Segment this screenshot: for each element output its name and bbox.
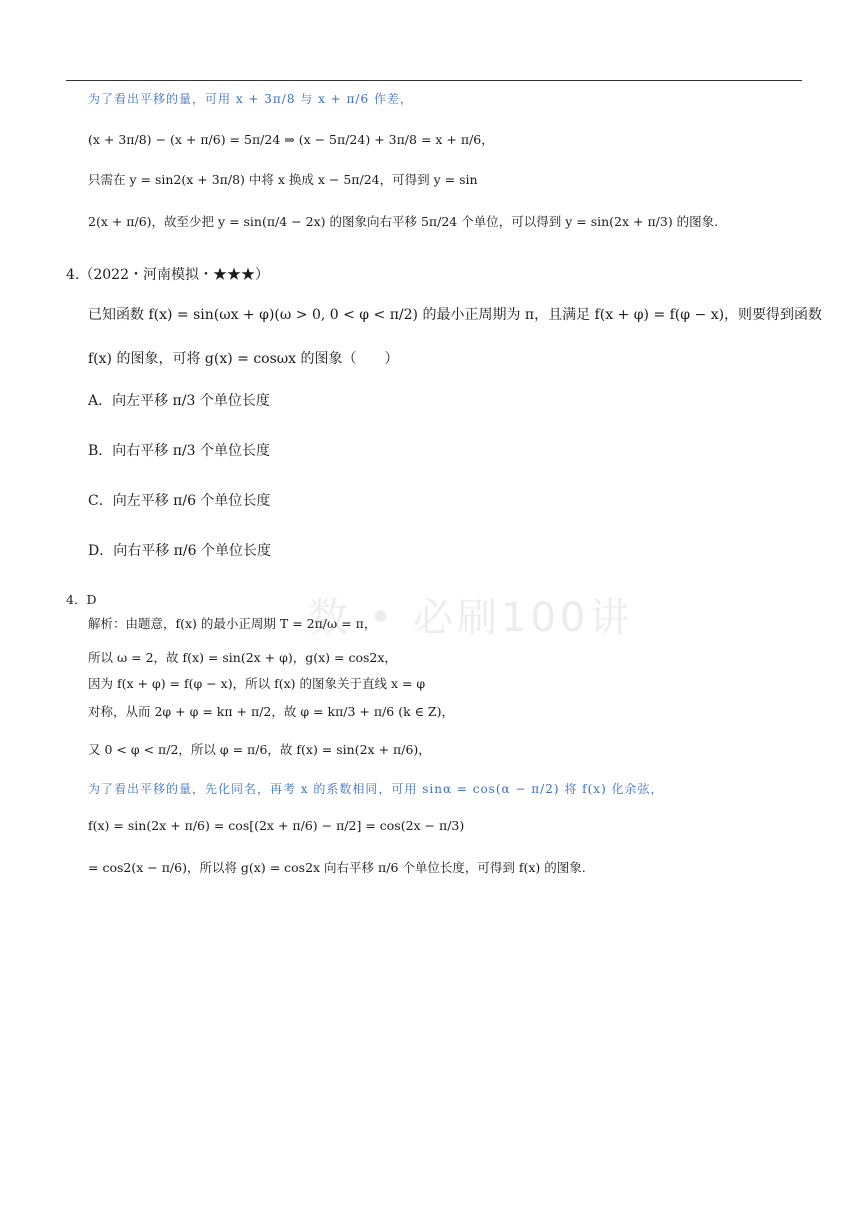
prev-note-line: 为了看出平移的量，可用 x + 3π/8 与 x + π/6 作差， [88, 92, 413, 106]
answer-note: 为了看出平移的量，先化同名，再考 x 的系数相同，可用 sinα = cos(α − π/2) 将 f(x) 化余弦， [88, 782, 664, 796]
watermark: 数 • 必刷100讲 [308, 595, 634, 641]
prev-solution-line-4: 2(x + π/6)，故至少把 y = sin(π/4 − 2x) 的图象向右平移 5π/24 个单位，可以得到 y = sin(2x + π/3) 的图象. [88, 214, 719, 229]
option-a[interactable]: A．向左平移 π/3 个单位长度 [88, 393, 270, 409]
header-rule [66, 80, 802, 81]
option-b[interactable]: B．向右平移 π/3 个单位长度 [88, 443, 271, 459]
answer-line-2: 所以 ω = 2，故 f(x) = sin(2x + φ)，g(x) = cos2x， [88, 650, 397, 665]
prev-solution-line-3: 只需在 y = sin2(x + 3π/8) 中将 x 换成 x − 5π/24，可得到 y = sin [88, 172, 478, 187]
answer-line-3: 因为 f(x + φ) = f(φ − x)，所以 f(x) 的图象关于直线 x = φ [88, 676, 426, 691]
option-d[interactable]: D．向右平移 π/6 个单位长度 [88, 543, 271, 559]
answer-line-5: 又 0 < φ < π/2，所以 φ = π/6，故 f(x) = sin(2x + π/6)， [88, 742, 431, 757]
prev-solution-line-2: (x + 3π/8) − (x + π/6) = 5π/24 ⇒ (x − 5π/24) + 3π/8 = x + π/6， [88, 132, 494, 147]
answer-line-1: 解析：由题意，f(x) 的最小正周期 T = 2π/ω = π， [88, 616, 377, 631]
question-stem-line-1: 已知函数 f(x) = sin(ωx + φ)(ω > 0, 0 < φ < π/2) 的最小正周期为 π，且满足 f(x + φ) = f(φ − x)，则要得到函数 [88, 307, 823, 323]
question-stem-line-2: f(x) 的图象，可将 g(x) = cosωx 的图象（ ） [88, 351, 399, 367]
question-header: 4.（2022・河南模拟・★★★） [66, 267, 269, 283]
answer-line-7: = cos2(x − π/6)，所以将 g(x) = cos2x 向右平移 π/6 个单位长度，可得到 f(x) 的图象. [88, 860, 586, 875]
answer-header: 4．D [66, 592, 97, 607]
answer-line-4: 对称，从而 2φ + φ = kπ + π/2，故 φ = kπ/3 + π/6 (k ∈ Z)， [88, 704, 454, 719]
answer-line-6: f(x) = sin(2x + π/6) = cos[(2x + π/6) − π/2] = cos(2x − π/3) [88, 818, 465, 833]
option-c[interactable]: C．向左平移 π/6 个单位长度 [88, 493, 271, 509]
